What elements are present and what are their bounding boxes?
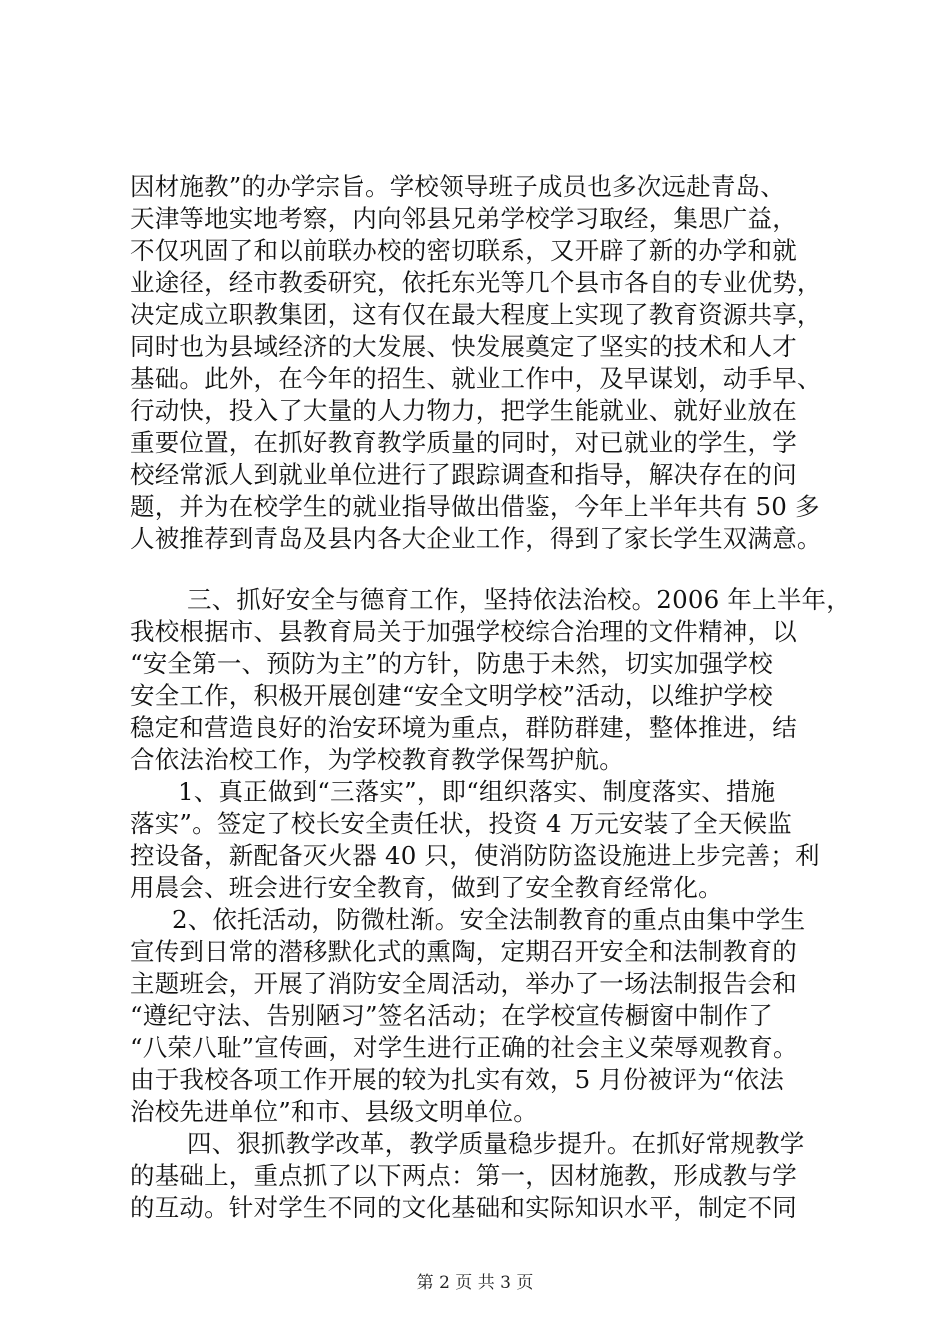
text-line: 同时也为县域经济的大发展、快发展奠定了坚实的技术和人才 <box>130 332 797 361</box>
text-line: “八荣八耻”宣传画，对学生进行正确的社会主义荣辱观教育。 <box>130 1033 798 1062</box>
text-line: 落实”。签定了校长安全责任状，投资 4 万元安装了全天候监 <box>130 809 792 838</box>
text-line: 业途径，经市教委研究，依托东光等几个县市各自的专业优势， <box>130 268 822 297</box>
list-item-line: 1、真正做到“三落实”，即“组织落实、制度落实、措施 <box>178 777 776 806</box>
text-line: 因材施教”的办学宗旨。学校领导班子成员也多次远赴青岛、 <box>130 172 785 201</box>
text-line: 主题班会，开展了消防安全周活动，举办了一场法制报告会和 <box>130 969 797 998</box>
text-line: 治校先进单位”和市、县级文明单位。 <box>130 1097 538 1126</box>
text-line: 控设备，新配备灭火器 40 只，使消防防盗设施进上步完善；利 <box>130 841 820 870</box>
text-line: 行动快，投入了大量的人力物力，把学生能就业、就好业放在 <box>130 396 797 425</box>
text-line: 不仅巩固了和以前联办校的密切联系，又开辟了新的办学和就 <box>130 236 797 265</box>
list-item-line: 2、依托活动，防微杜渐。安全法制教育的重点由集中学生 <box>172 905 806 934</box>
text-line: “安全第一、预防为主”的方针，防患于未然，切实加强学校 <box>130 649 773 678</box>
text-line: 宣传到日常的潜移默化式的熏陶，定期召开安全和法制教育的 <box>130 937 797 966</box>
text-line: 我校根据市、县教育局关于加强学校综合治理的文件精神，以 <box>130 617 797 646</box>
text-line: 稳定和营造良好的治安环境为重点，群防群建，整体推进，结 <box>130 713 797 742</box>
text-line: “遵纪守法、告别陋习”签名活动；在学校宣传橱窗中制作了 <box>130 1001 773 1030</box>
text-line: 的基础上，重点抓了以下两点：第一，因材施教，形成教与学 <box>130 1161 797 1190</box>
text-line: 的互动。针对学生不同的文化基础和实际知识水平，制定不同 <box>130 1193 797 1222</box>
text-line: 合依法治校工作，为学校教育教学保驾护航。 <box>130 745 624 774</box>
page-number-footer: 第 2 页 共 3 页 <box>416 1273 534 1293</box>
text-line: 重要位置，在抓好教育教学质量的同时，对已就业的学生，学 <box>130 428 797 457</box>
section-heading-line: 三、抓好安全与德育工作，坚持依法治校。2006 年上半年， <box>187 585 851 614</box>
text-line: 人被推荐到青岛及县内各大企业工作，得到了家长学生双满意。 <box>130 524 822 553</box>
text-line: 题，并为在校学生的就业指导做出借鉴，今年上半年共有 50 多 <box>130 492 820 521</box>
text-line: 由于我校各项工作开展的较为扎实有效，5 月份被评为“依法 <box>130 1065 784 1094</box>
text-line: 安全工作，积极开展创建“安全文明学校”活动，以维护学校 <box>130 681 773 710</box>
text-line: 天津等地实地考察，内向邻县兄弟学校学习取经，集思广益， <box>130 204 797 233</box>
section-heading-line: 四、狠抓教学改革，教学质量稳步提升。在抓好常规教学 <box>187 1129 805 1158</box>
text-line: 基础。此外，在今年的招生、就业工作中，及早谋划，动手早、 <box>130 364 822 393</box>
text-line: 用晨会、班会进行安全教育，做到了安全教育经常化。 <box>130 873 723 902</box>
text-line: 决定成立职教集团，这有仅在最大程度上实现了教育资源共享， <box>130 300 822 329</box>
text-line: 校经常派人到就业单位进行了跟踪调查和指导，解决存在的问 <box>130 460 797 489</box>
